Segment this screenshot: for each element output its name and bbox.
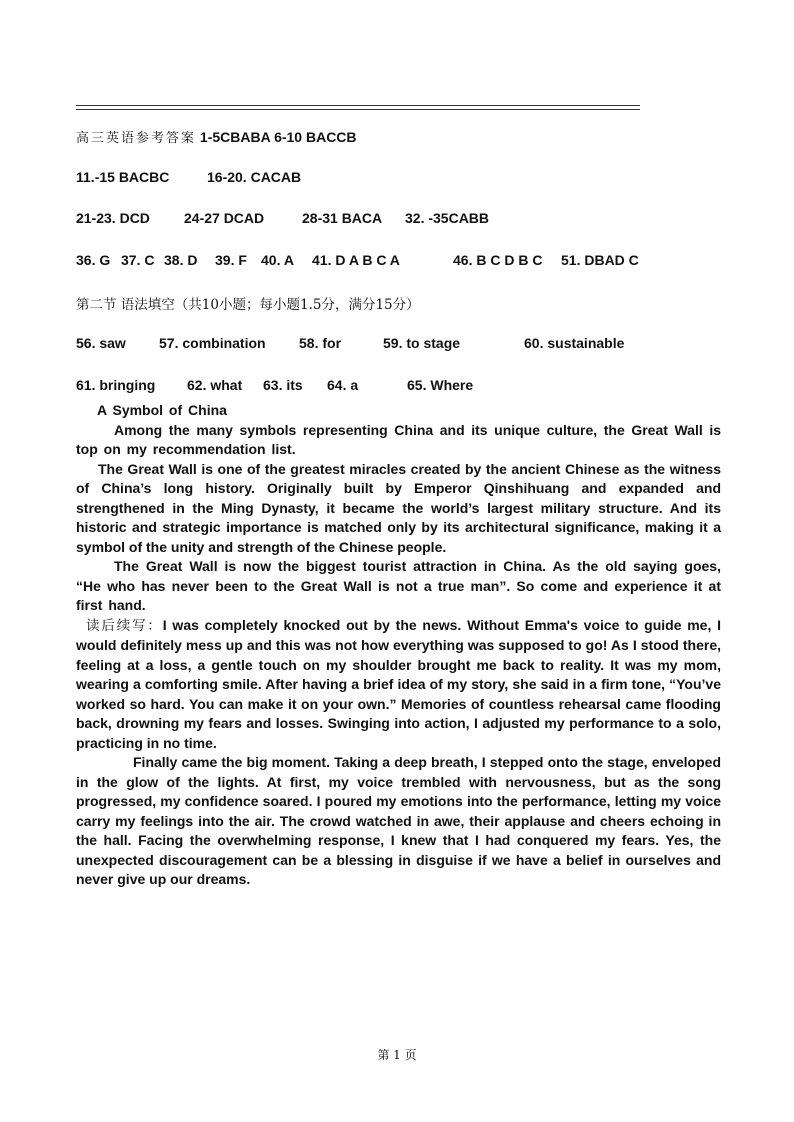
- answer-group: 56. saw: [76, 335, 126, 351]
- answer-group: 64. a: [327, 377, 359, 393]
- answer-group: 1-5CBABA 6-10 BACCB: [199, 129, 357, 145]
- answer-group: 60. sustainable: [524, 335, 625, 351]
- page-number: 第 1 页: [377, 1048, 417, 1062]
- answer-group: 36. G: [76, 252, 111, 268]
- answer-group: 37. C: [121, 252, 155, 268]
- answers-line-1: [76, 127, 357, 146]
- answers-line-2: [76, 169, 301, 185]
- answer-group: 59. to stage: [383, 335, 461, 351]
- header-rule: [76, 105, 640, 106]
- answer-group: 65. Where: [407, 377, 474, 393]
- answer-group: 62. what: [187, 377, 243, 393]
- answer-group: 11.-15 BACBC: [76, 169, 170, 185]
- answers-line-6: [76, 377, 473, 393]
- continuation-paragraph: [76, 616, 721, 754]
- answer-group: 63. its: [263, 377, 303, 393]
- answer-group: 46. B C D B C: [453, 252, 543, 268]
- answer-group: 24-27 DCAD: [184, 210, 265, 226]
- answers-line-4: [76, 252, 639, 268]
- answers-line-3: [76, 210, 489, 226]
- essay-paragraph: The Great Wall is one of the greatest miracles created by the ancient Chinese as the witness of China’s long history. Originally built by Emperor Qinshihuang and expanded and strengthened in the Ming Dynasty, it became the world’s largest military structure. And its historic and strategic importance is matched only by its architectural significance, making it a symbol of the unity and strength of the Chinese people.: [76, 460, 721, 555]
- answer-group: 57. combination: [159, 335, 266, 351]
- essay-section: [76, 401, 721, 890]
- essay-paragraph: Among the many symbols representing China and its unique culture, the Great Wall is top on my recommendation list.: [76, 421, 721, 457]
- continuation-text: I was completely knocked out by the news. Without Emma's voice to guide me, I would definitely mess up and this was not how everything was supposed to go! As I stood there, feeling at a loss, a gentle touch on my shoulder brought me back to reality. It was my mom, wearing a comforting smile. After having a brief idea of my story, she said in a firm tone, “You’ve worked so hard. You can make it on your own.” Memories of countless rehearsal came flooding back, drowning my fears and losses. Swinging into action, I adjusted my performance to a solo, practicing in no time.: [76, 616, 721, 751]
- answer-group: 21-23. DCD: [76, 210, 150, 226]
- answers-line-5: [76, 335, 624, 351]
- header-rule: [76, 109, 640, 110]
- essay-title: A Symbol of China: [97, 402, 227, 418]
- answer-group: 41. D A B C A: [312, 252, 400, 268]
- answer-group: 61. bringing: [76, 377, 156, 393]
- answers-title: 高三英语参考答案: [76, 131, 197, 146]
- answer-group: 28-31 BACA: [302, 210, 383, 226]
- section-two-heading: 第二节 语法填空（共10小题；每小题1.5分，满分15分）: [76, 297, 420, 313]
- answer-group: 32. -35CABB: [405, 210, 490, 226]
- answer-group: 16-20. CACAB: [207, 169, 302, 185]
- answer-group: 38. D: [164, 252, 198, 268]
- essay-paragraph: The Great Wall is now the biggest tourist attraction in China. As the old saying goes, “He who has never been to the Great Wall is not a true man”. So come and experience it at first hand.: [76, 558, 721, 613]
- answer-group: 51. DBAD C: [561, 252, 639, 268]
- continuation-paragraph: Finally came the big moment. Taking a deep breath, I stepped onto the stage, enveloped in the glow of the lights. At first, my voice trembled with nervousness, but as the song progressed, my confidence soared. I poured my emotions into the performance, letting my voice carry my feelings into the air. The crowd watched in awe, their applause and cheers echoing in the hall. Facing the overwhelming response, I knew that I had conquered my fears. Yes, the unexpected discouragement can be a blessing in disguise if we have a belief in ourselves and never give up our dreams.: [76, 754, 721, 887]
- answer-group: 58. for: [299, 335, 342, 351]
- answer-group: 40. A: [261, 252, 294, 268]
- continuation-label: 读后续写：: [86, 617, 163, 634]
- answer-group: 39. F: [215, 252, 247, 268]
